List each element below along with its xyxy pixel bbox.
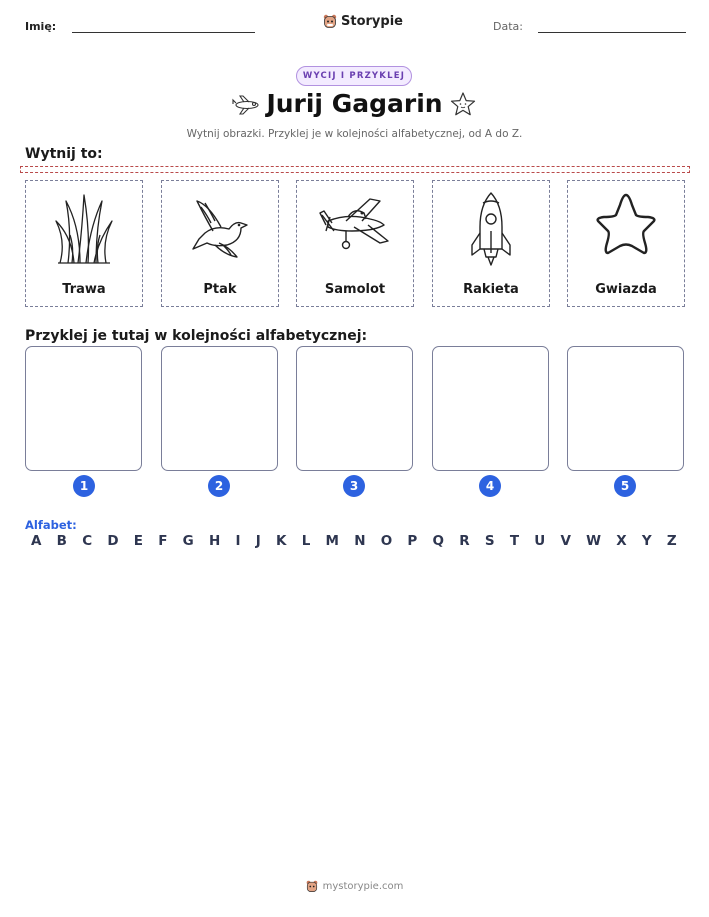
alphabet-letter: W [586,533,602,549]
cut-card-samolot[interactable] [296,180,414,307]
airplane-icon [318,191,392,257]
star-doodle-icon [449,91,477,118]
cut-heading: Wytnij to: [25,146,103,162]
slot-number-2: 2 [208,475,230,497]
page-title: Jurij Gagarin [266,89,443,118]
alphabet-letter: G [182,533,194,549]
slot-number-1: 1 [73,475,95,497]
date-label: Data: [493,20,523,33]
cut-card-gwiazda[interactable] [567,180,685,307]
cut-card-ptak[interactable] [161,180,279,307]
alphabet-letter: K [276,533,287,549]
storypie-mascot-icon [306,880,318,893]
alphabet-letter: H [208,533,221,549]
card-label: Samolot [324,282,386,297]
name-line[interactable] [72,32,255,33]
cut-dashed-line [20,166,690,173]
paste-slot-1[interactable] [25,346,142,471]
slot-number-5: 5 [614,475,636,497]
brand-logo [323,14,403,29]
alphabet-letter: P [407,533,418,549]
alphabet-letter: M [325,533,339,549]
paste-heading: Przyklej je tutaj w kolejności alfabetycznej: [25,328,368,344]
cut-card-rakieta[interactable] [432,180,550,307]
alphabet-letter: U [534,533,546,549]
footer [0,880,709,893]
alphabet-label: Alfabet: [25,518,77,532]
alphabet-letter: X [616,533,627,549]
activity-badge: WYCIJ I PRZYKLEJ [296,66,412,86]
date-line[interactable] [538,32,686,33]
alphabet-letter: F [158,533,168,549]
brand-name: Storypie [341,14,403,29]
cut-card-trawa[interactable] [25,180,143,307]
card-label: Ptak [203,282,237,297]
alphabet-letter: V [560,533,571,549]
alphabet-letter: N [354,533,366,549]
paste-slot-3[interactable] [296,346,413,471]
alphabet-letter: T [509,533,520,549]
slot-number-3: 3 [343,475,365,497]
paste-slot-5[interactable] [567,346,684,471]
alphabet-row [25,533,685,549]
storypie-mascot-icon [323,14,337,29]
card-label: Gwiazda [595,282,657,297]
alphabet-letter: L [301,533,311,549]
alphabet-letter: A [31,533,42,549]
alphabet-letter: S [484,533,495,549]
alphabet-letter: D [107,533,119,549]
rocket-icon [468,191,514,267]
card-label: Rakieta [463,282,519,297]
grass-icon [52,191,116,267]
slot-number-4: 4 [479,475,501,497]
instructions: Wytnij obrazki. Przyklej je w kolejności alfabetycznej, od A do Z. [186,128,523,140]
alphabet-letter: J [255,533,261,549]
alphabet-letter: Y [641,533,652,549]
bird-icon [185,191,255,261]
paste-slot-4[interactable] [432,346,549,471]
name-label: Imię: [25,20,57,33]
alphabet-letter: Z [666,533,677,549]
star-icon [592,191,660,257]
alphabet-letter: Q [432,533,445,549]
alphabet-letter: B [56,533,67,549]
card-label: Trawa [62,282,106,297]
alphabet-letter: E [133,533,143,549]
alphabet-letter: O [380,533,393,549]
alphabet-letter: R [459,533,470,549]
alphabet-letter: C [82,533,93,549]
footer-url[interactable]: mystorypie.com [322,881,404,892]
alphabet-letter: I [235,533,241,549]
paste-slot-2[interactable] [161,346,278,471]
